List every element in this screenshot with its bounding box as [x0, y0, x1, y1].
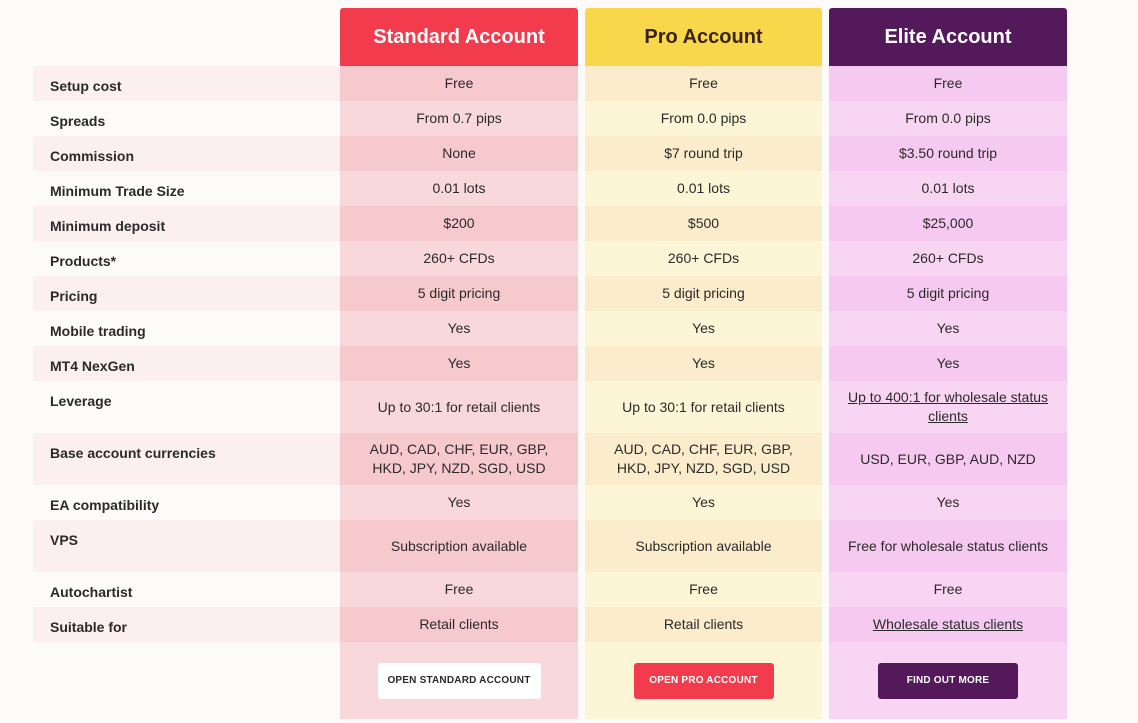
- pro-value-cell: AUD, CAD, CHF, EUR, GBP, HKD, JPY, NZD, SGD, USD: [585, 433, 822, 485]
- table-row: [33, 311, 1067, 346]
- open-pro-account-button[interactable]: OPEN PRO ACCOUNT: [634, 663, 774, 699]
- standard-value-cell: 260+ CFDs: [340, 241, 578, 276]
- table-row: [33, 433, 1067, 485]
- row-label: Mobile trading: [50, 323, 146, 339]
- standard-value-cell: AUD, CAD, CHF, EUR, GBP, HKD, JPY, NZD, SGD, USD: [340, 433, 578, 485]
- standard-value-cell: From 0.7 pips: [340, 101, 578, 136]
- table-row: [33, 136, 1067, 171]
- open-standard-account-button[interactable]: OPEN STANDARD ACCOUNT: [378, 663, 541, 699]
- table-row: [33, 607, 1067, 642]
- table-row: [33, 381, 1067, 433]
- table-row: [33, 346, 1067, 381]
- pro-cta-cell: [585, 642, 822, 719]
- row-label: Spreads: [50, 113, 106, 129]
- elite-value-cell: Yes: [829, 311, 1067, 346]
- standard-value-cell: Free: [340, 572, 578, 607]
- elite-value-cell: USD, EUR, GBP, AUD, NZD: [829, 433, 1067, 485]
- row-label: Autochartist: [50, 584, 133, 600]
- elite-value-cell: Yes: [829, 485, 1067, 520]
- row-label: Setup cost: [33, 66, 340, 101]
- table-row: [33, 171, 1067, 206]
- standard-value-cell: None: [340, 136, 578, 171]
- table-row: [33, 276, 1067, 311]
- pro-value-cell: $500: [585, 206, 822, 241]
- elite-value-cell: [829, 607, 1067, 642]
- pro-value-cell: From 0.0 pips: [585, 101, 822, 136]
- row-label: VPS: [33, 520, 340, 572]
- elite-cta-cell: [829, 642, 1067, 719]
- standard-value-cell: $200: [340, 206, 578, 241]
- table-row: [33, 206, 1067, 241]
- elite-value-cell: From 0.0 pips: [829, 101, 1067, 136]
- table-row: [33, 572, 1067, 607]
- pro-value-cell: Subscription available: [585, 520, 822, 572]
- elite-value-cell: $3.50 round trip: [829, 136, 1067, 171]
- table-row: [33, 241, 1067, 276]
- table-row: [33, 66, 1067, 101]
- pro-value-cell: $7 round trip: [585, 136, 822, 171]
- elite-value-cell: Free: [829, 572, 1067, 607]
- pro-value-cell: Up to 30:1 for retail clients: [585, 381, 822, 433]
- row-label: Commission: [33, 136, 340, 171]
- cta-row: [33, 642, 1067, 719]
- standard-cta-cell: [340, 642, 578, 719]
- standard-value-cell: Yes: [340, 311, 578, 346]
- elite-value-cell: $25,000: [829, 206, 1067, 241]
- elite-value-cell: 0.01 lots: [829, 171, 1067, 206]
- pro-value-cell: Free: [585, 572, 822, 607]
- standard-value-cell: 5 digit pricing: [340, 276, 578, 311]
- elite-account-header: Elite Account: [829, 8, 1067, 66]
- row-label: Pricing: [33, 276, 340, 311]
- elite-value-cell: 260+ CFDs: [829, 241, 1067, 276]
- elite-value-cell: Free for wholesale status clients: [829, 520, 1067, 572]
- pro-value-cell: Retail clients: [585, 607, 822, 642]
- row-label: Minimum Trade Size: [50, 183, 185, 199]
- table-row: [33, 485, 1067, 520]
- standard-value-cell: Free: [340, 66, 578, 101]
- elite-value-link[interactable]: Up to 400:1 for wholesale status clients: [847, 389, 1048, 424]
- standard-value-cell: Subscription available: [340, 520, 578, 572]
- elite-value-cell: Yes: [829, 346, 1067, 381]
- row-label: Products*: [50, 253, 117, 269]
- elite-value-link[interactable]: Wholesale status clients: [872, 616, 1024, 632]
- pro-value-cell: 0.01 lots: [585, 171, 822, 206]
- elite-value-cell: Free: [829, 66, 1067, 101]
- elite-value-cell: 5 digit pricing: [829, 276, 1067, 311]
- pro-value-cell: 5 digit pricing: [585, 276, 822, 311]
- pro-account-header: Pro Account: [585, 8, 822, 66]
- standard-value-cell: Up to 30:1 for retail clients: [340, 381, 578, 433]
- row-label: MT4 NexGen: [33, 346, 340, 381]
- row-label: Leverage: [50, 393, 112, 409]
- table-row: [33, 520, 1067, 572]
- standard-value-cell: 0.01 lots: [340, 171, 578, 206]
- elite-value-cell: [829, 381, 1067, 433]
- pro-value-cell: 260+ CFDs: [585, 241, 822, 276]
- pro-value-cell: Yes: [585, 485, 822, 520]
- standard-value-cell: Retail clients: [340, 607, 578, 642]
- standard-account-header: Standard Account: [340, 8, 578, 66]
- standard-value-cell: Yes: [340, 485, 578, 520]
- row-label: Suitable for: [33, 607, 340, 642]
- pro-value-cell: Yes: [585, 346, 822, 381]
- pro-value-cell: Yes: [585, 311, 822, 346]
- table-row: [33, 101, 1067, 136]
- row-label: Base account currencies: [33, 433, 340, 485]
- row-label: Minimum deposit: [33, 206, 340, 241]
- standard-value-cell: Yes: [340, 346, 578, 381]
- pro-value-cell: Free: [585, 66, 822, 101]
- find-out-more-button[interactable]: FIND OUT MORE: [878, 663, 1018, 699]
- row-label: EA compatibility: [50, 497, 160, 513]
